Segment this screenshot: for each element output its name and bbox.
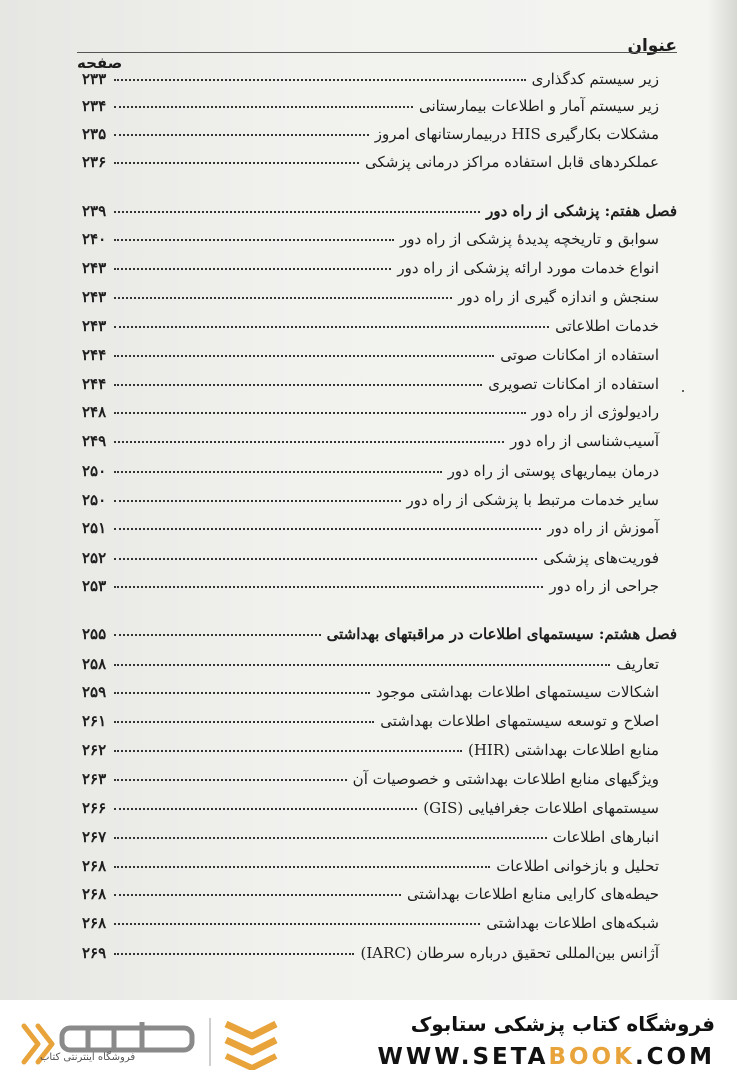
entry-page-number: ۲۴۳ <box>82 259 107 277</box>
entry-title: رادیولوژی از راه دور <box>531 403 659 421</box>
dot-leader <box>114 441 504 443</box>
entry-title: استفاده از امکانات تصویری <box>488 375 659 393</box>
toc-entry-row <box>82 702 677 730</box>
toc-entry-row <box>82 875 677 903</box>
entry-page-number: ۲۳۶ <box>82 153 107 171</box>
dot-leader <box>114 779 347 781</box>
entry-page-number: ۲۳۳ <box>82 70 107 88</box>
header-rule <box>77 52 677 53</box>
dot-leader <box>114 79 525 81</box>
entry-title: سوابق و تاریخچه پدیدهٔ پزشکی از راه دور <box>400 230 659 248</box>
column-title: عنوان <box>627 36 677 56</box>
entry-title: اشکالات سیستمهای اطلاعات بهداشتی موجود <box>375 683 659 701</box>
url-suffix: .COM <box>634 1044 715 1070</box>
entry-page-number: ۲۴۴ <box>82 375 107 393</box>
toc-entry-row <box>82 249 677 277</box>
toc-entry-row <box>82 220 677 248</box>
entry-page-number: ۲۶۹ <box>82 944 107 962</box>
entry-title: اصلاح و توسعه سیستمهای اطلاعات بهداشتی <box>380 712 659 730</box>
shop-url[interactable] <box>378 1044 715 1070</box>
entry-page-number: ۲۶۸ <box>82 857 107 875</box>
dot-leader <box>114 471 441 473</box>
entry-title: منابع اطلاعات بهداشتی (HIR) <box>467 741 659 759</box>
dot-leader <box>114 923 480 925</box>
entry-title: درمان بیماریهای پوستی از راه دور <box>447 462 659 480</box>
dot-leader <box>114 326 549 328</box>
dot-leader <box>114 558 537 560</box>
entry-page-number: ۲۴۴ <box>82 346 107 364</box>
dot-leader <box>114 808 417 810</box>
entry-title: فصل هشتم: سیستمهای اطلاعات در مراقبتهای بهداشتی <box>326 625 677 643</box>
entry-title: شبکه‌های اطلاعات بهداشتی <box>486 914 659 932</box>
dot-leader <box>114 953 354 955</box>
dot-leader <box>114 837 546 839</box>
toc-entry-row <box>82 509 677 537</box>
entry-title: فوریت‌های پزشکی <box>543 549 659 567</box>
dot-leader <box>114 106 413 108</box>
dot-leader <box>114 894 401 896</box>
toc-entry-row <box>82 731 677 759</box>
entry-title: ویژگیهای منابع اطلاعات بهداشتی و خصوصیات آن <box>352 770 659 788</box>
entry-title: آژانس بین‌المللی تحقیق درباره سرطان (IARC) <box>360 944 659 962</box>
dot-leader <box>114 162 359 164</box>
toc-entry-row <box>82 307 677 335</box>
dot-leader <box>114 211 480 213</box>
toc-entry-row <box>82 539 677 567</box>
toc-entry-row <box>82 452 677 480</box>
entry-page-number: ۲۴۹ <box>82 432 107 450</box>
page-binding-shadow <box>707 0 737 1000</box>
dot-leader <box>114 750 462 752</box>
toc-entry-row <box>82 115 677 143</box>
entry-page-number: ۲۵۸ <box>82 655 107 673</box>
toc-entry-row <box>82 481 677 509</box>
dot-leader <box>114 384 482 386</box>
entry-title: زیر سیستم کدگذاری <box>531 70 659 88</box>
toc-entry-row <box>82 87 677 115</box>
dot-leader <box>114 412 525 414</box>
dot-leader <box>114 586 543 588</box>
toc-entry-row <box>82 60 677 88</box>
entry-page-number: ۲۵۰ <box>82 462 107 480</box>
entry-page-number: ۲۶۱ <box>82 712 107 730</box>
dot-leader <box>114 866 490 868</box>
book-chevron-icon <box>208 1014 278 1070</box>
toc-entry-row <box>82 847 677 875</box>
dot-leader <box>114 134 369 136</box>
toc-entry-row <box>82 278 677 306</box>
brand-subtitle: فروشگاه اینترنتی کتاب <box>40 1052 136 1063</box>
entry-page-number: ۲۳۴ <box>82 97 107 115</box>
entry-page-number: ۲۶۸ <box>82 914 107 932</box>
entry-title: آموزش از راه دور <box>547 519 659 537</box>
stray-mark <box>682 390 684 392</box>
toc-entry-row <box>82 567 677 595</box>
dot-leader <box>114 721 374 723</box>
entry-page-number: ۲۶۳ <box>82 770 107 788</box>
entry-title: فصل هفتم: پزشکی از راه دور <box>486 202 677 220</box>
entry-title: انواع خدمات مورد ارائه پزشکی از راه دور <box>397 259 659 277</box>
dot-leader <box>114 297 452 299</box>
entry-title: آسیب‌شناسی از راه دور <box>510 432 659 450</box>
entry-title: جراحی از راه دور <box>549 577 659 595</box>
entry-title: خدمات اطلاعاتی <box>555 317 659 335</box>
entry-page-number: ۲۵۹ <box>82 683 107 701</box>
entry-page-number: ۲۳۹ <box>82 202 107 220</box>
toc-entry-row <box>82 789 677 817</box>
toc-entry-row <box>82 336 677 364</box>
entry-title: سایر خدمات مرتبط با پزشکی از راه دور <box>406 491 659 509</box>
entry-title: استفاده از امکانات صوتی <box>500 346 659 364</box>
entry-page-number: ۲۵۰ <box>82 491 107 509</box>
entry-page-number: ۲۶۶ <box>82 799 107 817</box>
entry-title: زیر سیستم آمار و اطلاعات بیمارستانی <box>418 97 659 115</box>
entry-page-number: ۲۴۰ <box>82 230 107 248</box>
entry-title: تحلیل و بازخوانی اطلاعات <box>496 857 659 875</box>
entry-title: سنجش و اندازه گیری از راه دور <box>458 288 659 306</box>
entry-title: سیستمهای اطلاعات جغرافیایی (GIS) <box>423 799 659 817</box>
dot-leader <box>114 692 370 694</box>
toc-entry-row <box>82 393 677 421</box>
dot-leader <box>114 664 610 666</box>
entry-page-number: ۲۶۲ <box>82 741 107 759</box>
dot-leader <box>114 355 494 357</box>
toc-entry-row <box>82 365 677 393</box>
toc-chapter-row <box>82 615 677 643</box>
url-highlight: BOOK <box>548 1044 635 1070</box>
toc-chapter-row <box>82 192 677 220</box>
watermark-footer <box>0 1000 737 1080</box>
entry-title: تعاریف <box>616 655 659 673</box>
shop-name: فروشگاه کتاب پزشکی ستابوک <box>410 1012 715 1036</box>
toc-entry-row <box>82 934 677 962</box>
url-prefix: WWW.SETA <box>377 1044 549 1070</box>
entry-page-number: ۲۴۳ <box>82 317 107 335</box>
entry-page-number: ۲۶۷ <box>82 828 107 846</box>
toc-entry-row <box>82 904 677 932</box>
dot-leader <box>114 634 320 636</box>
entry-page-number: ۲۴۸ <box>82 403 107 421</box>
entry-title: انبارهای اطلاعات <box>552 828 659 846</box>
entry-page-number: ۲۶۸ <box>82 885 107 903</box>
toc-entry-row <box>82 760 677 788</box>
page-column-title: صفحه <box>77 54 123 72</box>
toc-entry-row <box>82 818 677 846</box>
toc-entry-row <box>82 673 677 701</box>
entry-page-number: ۲۴۳ <box>82 288 107 306</box>
toc-entry-row <box>82 422 677 450</box>
entry-page-number: ۲۵۲ <box>82 549 107 567</box>
dot-leader <box>114 528 541 530</box>
entry-title: عملکردهای قابل استفاده مراکز درمانی پزشکی <box>364 153 659 171</box>
dot-leader <box>114 239 394 241</box>
toc-entry-row <box>82 645 677 673</box>
entry-title: حیطه‌های کارایی منابع اطلاعات بهداشتی <box>407 885 659 903</box>
entry-page-number: ۲۵۳ <box>82 577 107 595</box>
entry-page-number: ۲۵۱ <box>82 519 107 537</box>
dot-leader <box>114 268 391 270</box>
entry-title: مشکلات بکارگیری HIS دربیمارستانهای امروز <box>374 125 659 143</box>
entry-page-number: ۲۵۵ <box>82 625 107 643</box>
toc-entry-row <box>82 143 677 171</box>
entry-page-number: ۲۳۵ <box>82 125 107 143</box>
dot-leader <box>114 500 400 502</box>
